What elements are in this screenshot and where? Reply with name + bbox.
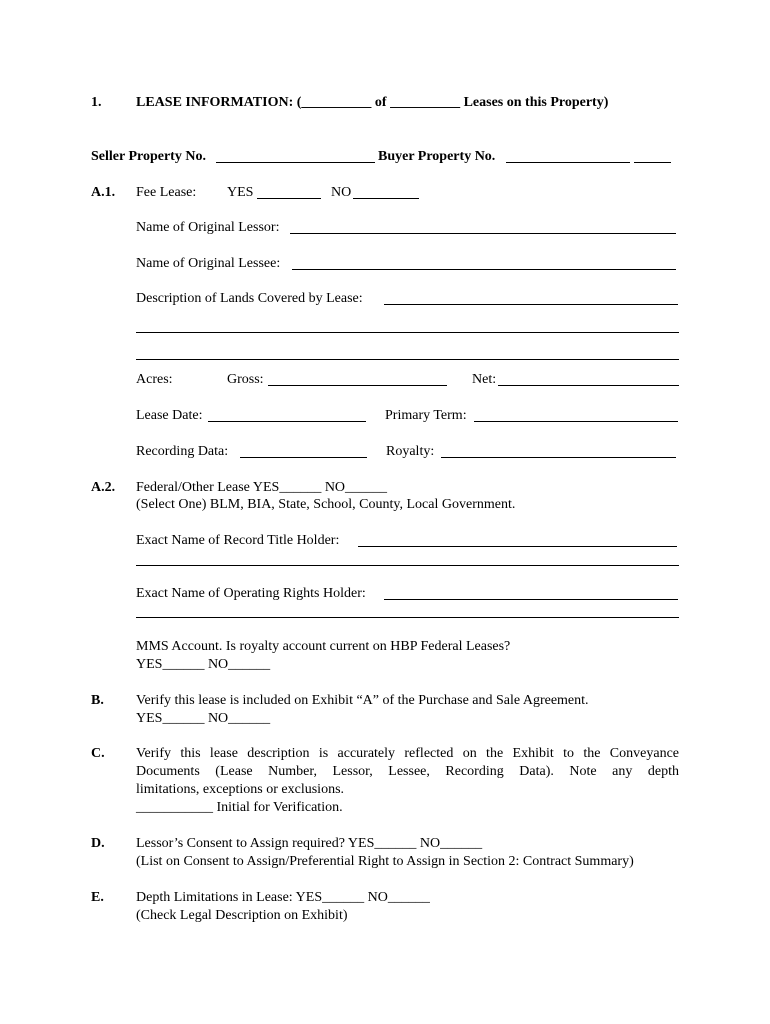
recording-data-label: Recording Data: [136, 444, 229, 459]
d-letter: D. [91, 836, 105, 851]
original-lessee-field[interactable] [292, 269, 676, 270]
description-field-line3[interactable] [136, 359, 679, 360]
record-title-holder-field-line1[interactable] [358, 546, 677, 547]
original-lessor-label: Name of Original Lessor: [136, 220, 280, 235]
depth-limitations-note: (Check Legal Description on Exhibit) [136, 908, 348, 923]
c-letter: C. [91, 746, 105, 761]
buyer-property-field[interactable] [506, 162, 630, 163]
conveyance-verify-line2: Documents (Lease Number, Lessor, Lessee, Recording Data). Note any depth [136, 764, 679, 779]
description-label: Description of Lands Covered by Lease: [136, 291, 363, 306]
depth-limitations-question[interactable]: Depth Limitations in Lease: YES______ NO______ [136, 890, 430, 905]
exhibit-a-verify-text: Verify this lease is included on Exhibit “A” of the Purchase and Sale Agreement. [136, 693, 589, 708]
primary-term-label: Primary Term: [385, 408, 467, 423]
seller-property-field[interactable] [216, 162, 375, 163]
section-title-prefix: LEASE INFORMATION: ( [136, 95, 302, 110]
e-letter: E. [91, 890, 104, 905]
lessor-consent-question[interactable]: Lessor’s Consent to Assign required? YES______ NO______ [136, 836, 483, 851]
gross-label: Gross: [227, 372, 264, 387]
buyer-property-label: Buyer Property No. [378, 149, 496, 164]
royalty-field[interactable] [441, 457, 676, 458]
fee-lease-no-label: NO [331, 185, 352, 200]
conveyance-verify-paragraph [136, 745, 679, 817]
lease-date-field[interactable] [208, 421, 366, 422]
agency-select-text: (Select One) BLM, BIA, State, School, County, Local Government. [136, 497, 516, 512]
buyer-property-field-extra[interactable] [634, 162, 671, 163]
fee-lease-yes-label: YES [227, 185, 254, 200]
section-title [136, 95, 608, 111]
conveyance-verify-line1: Verify this lease description is accurately reflected on the Exhibit to the Conveyance [136, 746, 679, 761]
section-number: 1. [91, 95, 102, 110]
gross-field[interactable] [268, 385, 447, 386]
federal-lease-question[interactable]: Federal/Other Lease YES______ NO______ [136, 480, 388, 495]
original-lessor-field[interactable] [290, 233, 676, 234]
section-title-of: of [374, 95, 387, 110]
a2-number: A.2. [91, 480, 116, 495]
a1-number: A.1. [91, 185, 116, 200]
section-title-suffix: Leases on this Property) [463, 95, 609, 110]
b-letter: B. [91, 693, 104, 708]
lease-date-label: Lease Date: [136, 408, 203, 423]
record-title-holder-label: Exact Name of Record Title Holder: [136, 533, 340, 548]
description-field-line1[interactable] [384, 304, 678, 305]
fee-lease-label: Fee Lease: [136, 185, 197, 200]
royalty-label: Royalty: [386, 444, 435, 459]
acres-label: Acres: [136, 372, 173, 387]
operating-rights-holder-label: Exact Name of Operating Rights Holder: [136, 586, 366, 601]
initial-for-verification[interactable]: ___________ Initial for Verification. [136, 800, 343, 815]
lessor-consent-note: (List on Consent to Assign/Preferential Right to Assign in Section 2: Contract Summary) [136, 854, 634, 869]
primary-term-field[interactable] [474, 421, 678, 422]
mms-yes-no[interactable]: YES______ NO______ [136, 657, 271, 672]
original-lessee-label: Name of Original Lessee: [136, 256, 281, 271]
fee-lease-no-field[interactable] [353, 198, 419, 199]
seller-property-label: Seller Property No. [91, 149, 206, 164]
total-leases-blank: __________ [390, 95, 461, 110]
operating-rights-holder-field-line1[interactable] [384, 599, 678, 600]
conveyance-verify-line3: limitations, exceptions or exclusions. [136, 782, 345, 797]
net-field[interactable] [498, 385, 679, 386]
exhibit-a-yes-no[interactable]: YES______ NO______ [136, 711, 271, 726]
operating-rights-holder-field-line2[interactable] [136, 617, 679, 618]
description-field-line2[interactable] [136, 332, 679, 333]
recording-data-field[interactable] [240, 457, 367, 458]
fee-lease-yes-field[interactable] [257, 198, 321, 199]
mms-account-question: MMS Account. Is royalty account current on HBP Federal Leases? [136, 639, 511, 654]
net-label: Net: [472, 372, 497, 387]
lease-count-blank: __________ [301, 95, 372, 110]
record-title-holder-field-line2[interactable] [136, 565, 679, 566]
